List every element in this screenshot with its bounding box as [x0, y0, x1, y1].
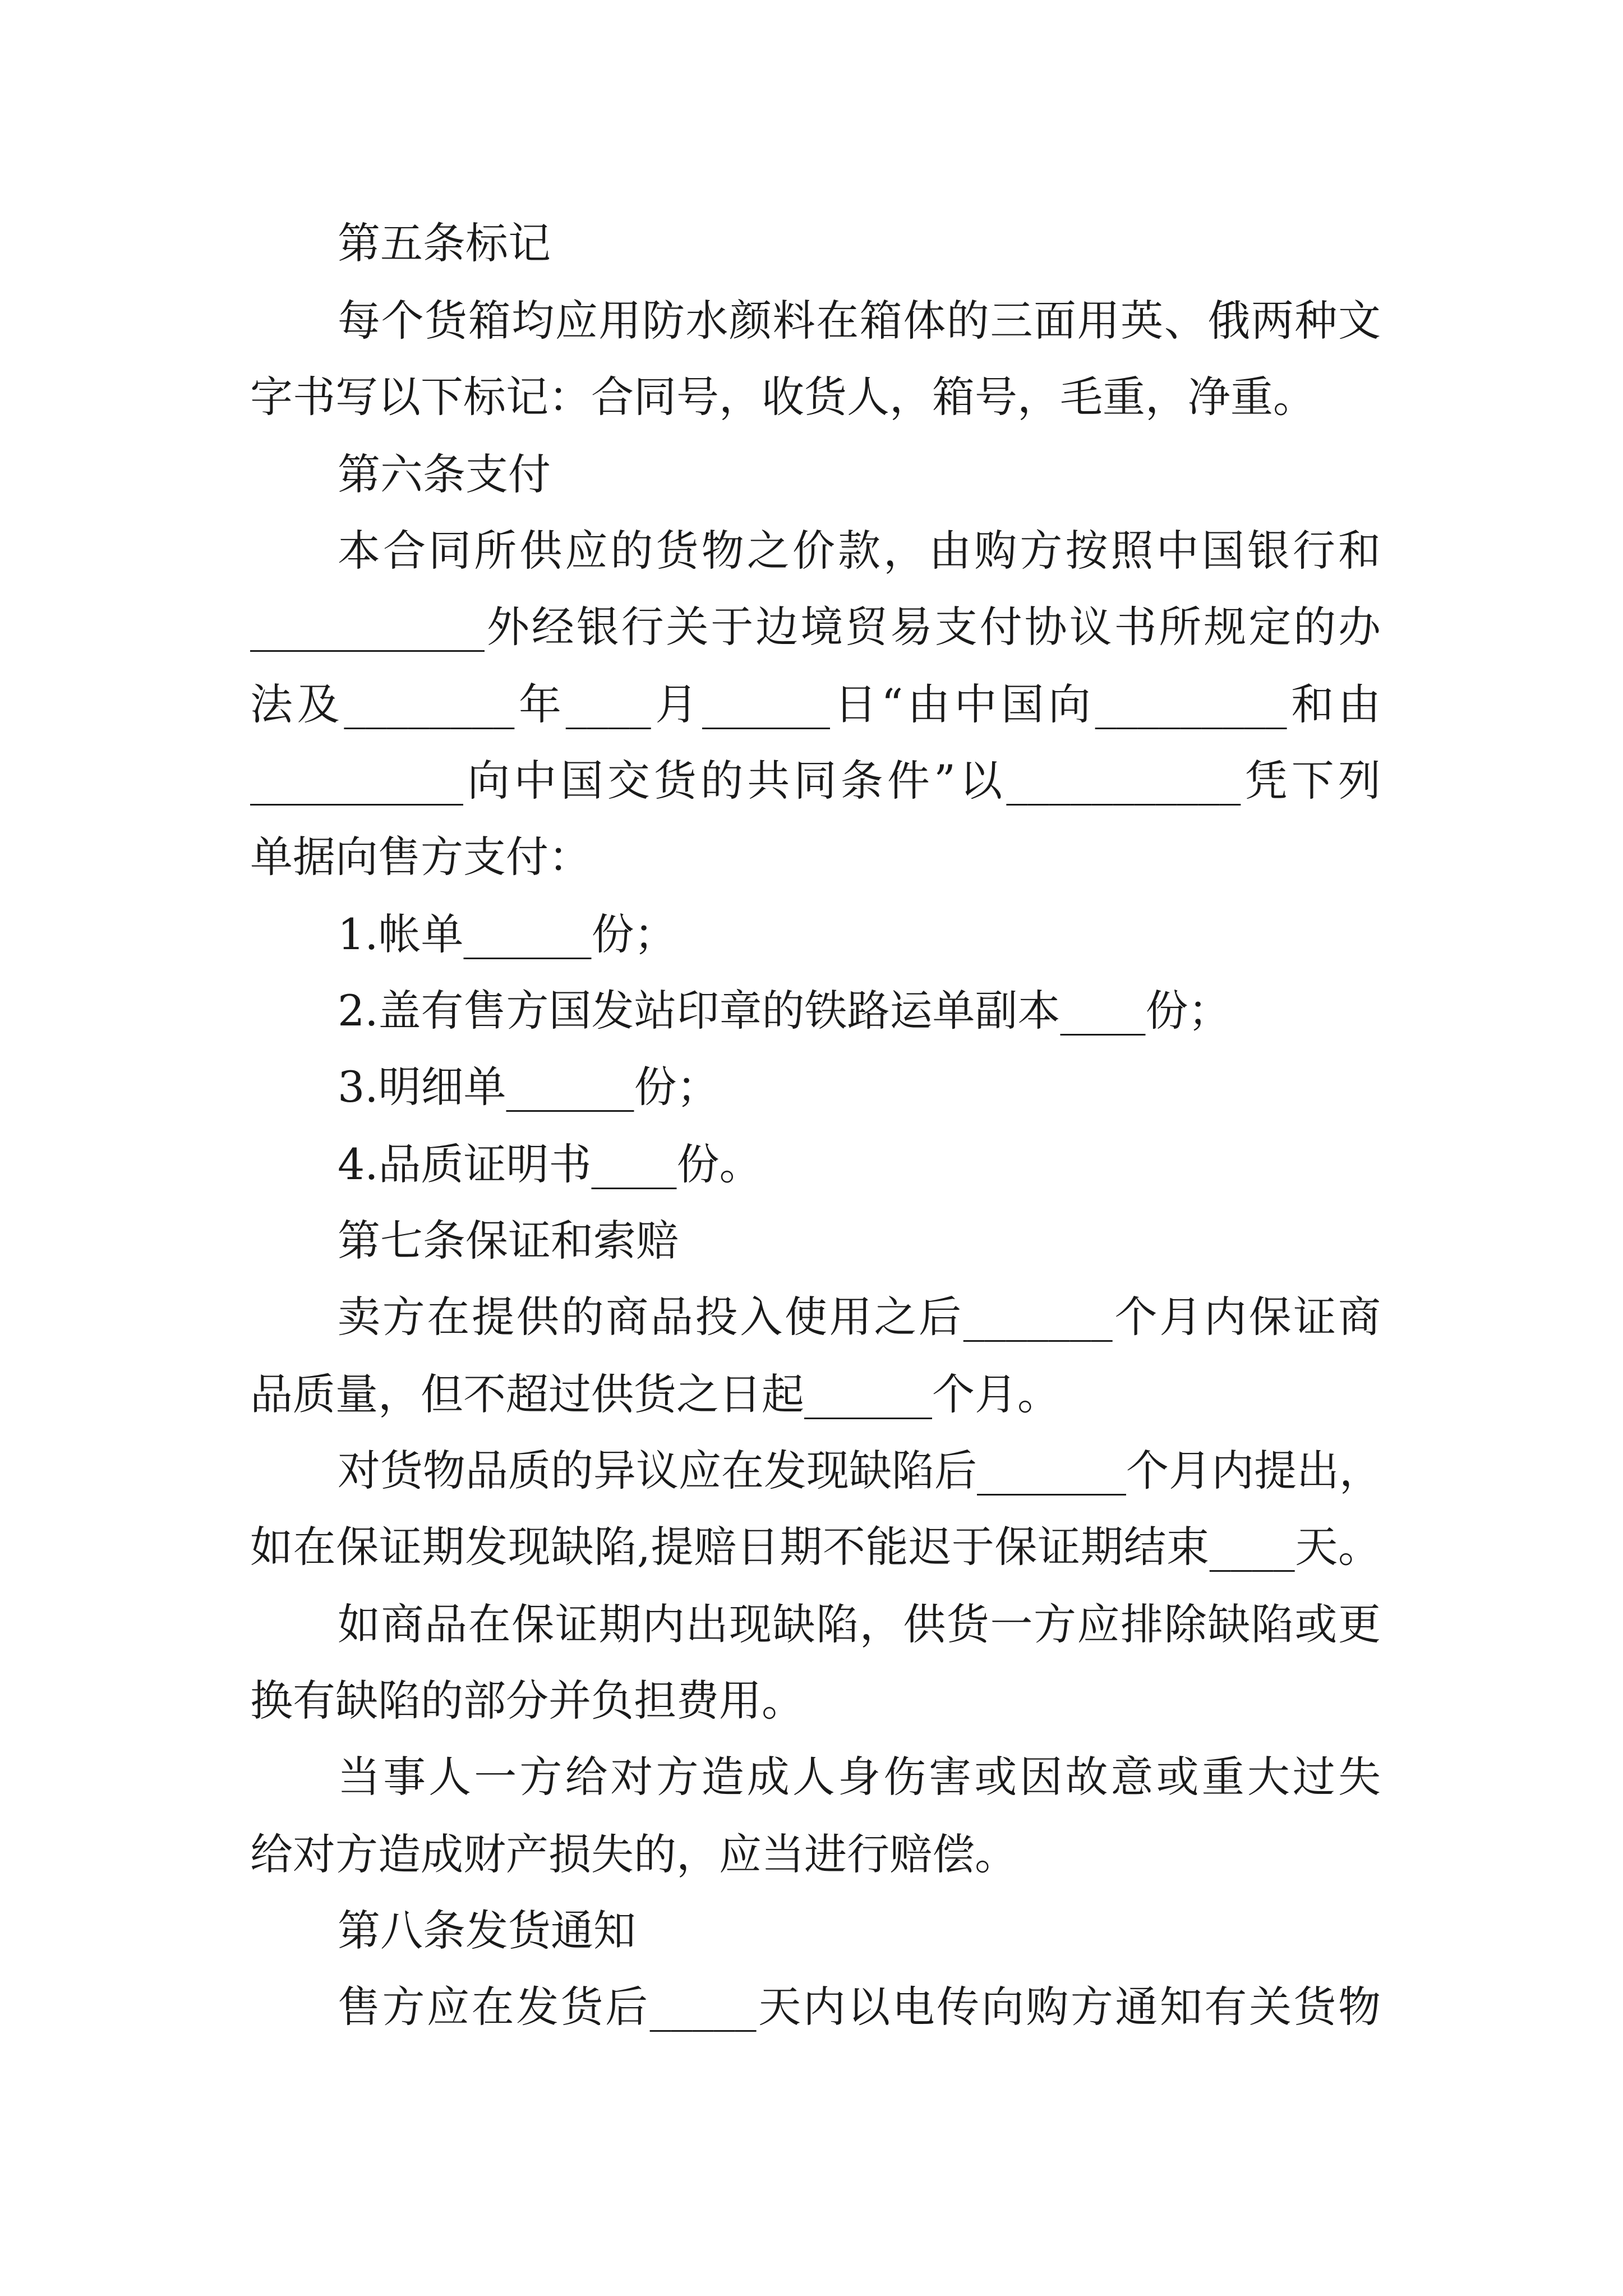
paragraph-line: __________向中国交货的共同条件”以___________凭下列	[250, 756, 1381, 806]
paragraph-line: 字书写以下标记：合同号，收货人，箱号，毛重，净重。	[250, 372, 1316, 422]
paragraph-line: 法及________年____月______日“由中国向_________和由	[250, 679, 1381, 729]
article-7-heading: 第七条保证和索赔	[338, 1216, 679, 1266]
paragraph-line: 如商品在保证期内出现缺陷，供货一方应排除缺陷或更	[338, 1599, 1381, 1649]
paragraph-line: 单据向售方支付：	[250, 832, 591, 882]
list-item: 3.明细单______份；	[338, 1062, 720, 1112]
list-item: 1.帐单______份；	[338, 909, 677, 959]
list-item: 2.盖有售方国发站印章的铁路运单副本____份；	[338, 986, 1231, 1036]
paragraph-line: ___________外经银行关于边境贸易支付协议书所规定的办	[250, 602, 1381, 652]
article-5-heading: 第五条标记	[338, 218, 551, 268]
paragraph-line: 售方应在发货后_____天内以电传向购方通知有关货物	[338, 1982, 1381, 2032]
article-8-heading: 第八条发货通知	[338, 1906, 636, 1955]
article-6-heading: 第六条支付	[338, 449, 551, 499]
paragraph-line: 卖方在提供的商品投入使用之后_______个月内保证商	[338, 1292, 1381, 1342]
paragraph-line: 品质量，但不超过供货之日起______个月。	[250, 1369, 1060, 1419]
paragraph-line: 本合同所供应的货物之价款，由购方按照中国银行和	[338, 526, 1381, 576]
paragraph-line: 当事人一方给对方造成人身伤害或因故意或重大过失	[338, 1752, 1381, 1802]
paragraph-line: 每个货箱均应用防水颜料在箱体的三面用英、俄两种文	[338, 296, 1381, 346]
paragraph-line: 换有缺陷的部分并负担费用。	[250, 1676, 804, 1726]
paragraph-line: 给对方造成财产损失的，应当进行赔偿。	[250, 1829, 1017, 1879]
paragraph-line: 对货物品质的异议应在发现缺陷后_______个月内提出，	[338, 1446, 1382, 1496]
paragraph-line: 如在保证期发现缺陷,提赔日期不能迟于保证期结束____天。	[250, 1522, 1381, 1572]
list-item: 4.品质证明书____份。	[338, 1139, 762, 1189]
